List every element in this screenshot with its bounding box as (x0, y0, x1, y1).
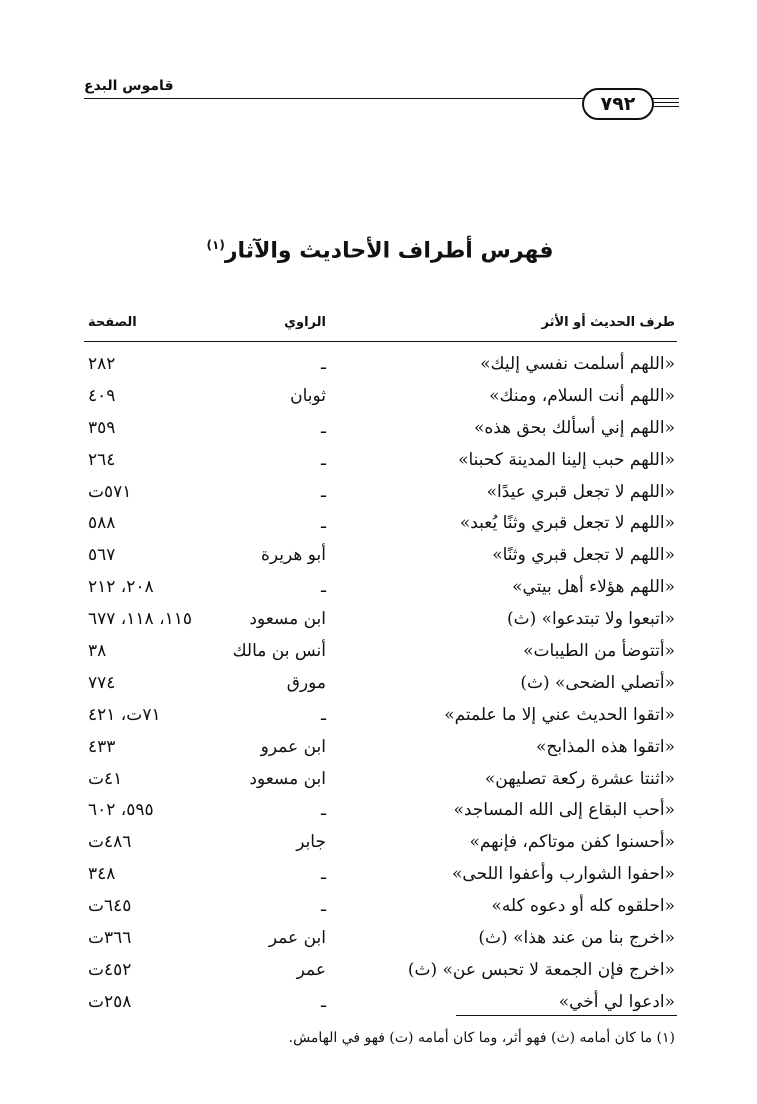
narrator-cell: ـ (321, 513, 326, 534)
hadith-cell: «اللهم حبب إلينا المدينة كحبنا» (458, 449, 675, 470)
narrator-cell: ابن مسعود (249, 609, 326, 630)
page-cell: ٣٨ (88, 641, 107, 662)
hadith-cell: «اتقوا هذه المذابح» (535, 736, 675, 757)
hadith-cell: «اللهم أسلمت نفسي إليك» (480, 354, 675, 374)
hadith-cell: «اللهم هؤلاء أهل بيتي» (512, 577, 675, 598)
table-row (0, 890, 757, 922)
table-row (0, 858, 757, 890)
narrator-cell: ـ (321, 704, 326, 725)
narrator-cell: ـ (321, 896, 326, 917)
narrator-cell: ـ (321, 354, 326, 374)
page-cell: ٤٨٦ت (88, 832, 132, 853)
hadith-cell: «أحب البقاع إلى الله المساجد» (453, 800, 675, 821)
table-row (0, 922, 757, 954)
table-row (0, 476, 757, 508)
narrator-cell: أبو هريرة (260, 545, 326, 566)
page-cell: ٢٨٢ (88, 354, 116, 374)
header-rule-2 (654, 102, 679, 103)
title-footnote-mark: (١) (206, 238, 225, 252)
table-row (0, 954, 757, 986)
table-row (0, 699, 757, 731)
page-cell: ٤١ت (88, 768, 123, 789)
hadith-cell: «أتصلي الضحى» (ث) (520, 672, 675, 693)
hadith-cell: «اثنتا عشرة ركعة تصليهن» (484, 768, 675, 789)
page-cell: ٧٧٤ (88, 672, 116, 693)
page-cell: ٥٩٥، ٦٠٢ (88, 800, 154, 821)
hadith-cell: «اللهم إني أسألك بحق هذه» (473, 417, 675, 438)
table-row (0, 826, 757, 858)
table-row (0, 444, 757, 476)
hadith-cell: «ادعوا لي أخي» (558, 991, 675, 1012)
page-cell: ٥٨٨ (88, 513, 116, 534)
page-cell: ٦٤٥ت (88, 896, 132, 917)
index-table (0, 348, 757, 1018)
table-row (0, 348, 757, 380)
page-cell: ٢٦٤ (88, 449, 116, 470)
page-cell: ٤٥٢ت (88, 959, 132, 980)
table-row (0, 539, 757, 571)
hadith-cell: «اتبعوا ولا تبتدعوا» (ث) (506, 609, 675, 630)
narrator-cell: ابن مسعود (249, 768, 326, 789)
hadith-cell: «اخرج بنا من عند هذا» (ث) (478, 928, 675, 949)
hadith-cell: «اتقوا الحديث عني إلا ما علمتم» (444, 704, 675, 725)
column-header-narrator: الراوي (284, 315, 326, 330)
hadith-cell: «احلقوه كله أو دعوه كله» (491, 896, 675, 917)
page-cell: ٢٠٨، ٢١٢ (88, 577, 154, 598)
table-row (0, 794, 757, 826)
page-number: ٧٩٢ (600, 93, 636, 115)
footnote: (١) ما كان أمامه (ث) فهو أثر، وما كان أمامه (ت) فهو في الهامش. (288, 1030, 675, 1046)
table-row (0, 412, 757, 444)
narrator-cell: ابن عمر (268, 928, 326, 949)
page-cell: ١١٥، ١١٨، ٦٧٧ (88, 609, 192, 630)
hadith-cell: «أتتوضأ من الطيبات» (523, 641, 675, 662)
narrator-cell: أنس بن مالك (232, 641, 326, 662)
hadith-cell: «اللهم لا تجعل قبري عيدًا» (486, 481, 675, 502)
header-rule-3 (654, 106, 679, 107)
narrator-cell: ـ (321, 577, 326, 598)
page-cell: ٤٠٩ (88, 385, 116, 406)
column-header-rule (84, 341, 677, 342)
table-row (0, 380, 757, 412)
table-row (0, 603, 757, 635)
footnote-rule (456, 1015, 677, 1016)
narrator-cell: ـ (321, 417, 326, 438)
column-header-hadith: طرف الحديث أو الأثر (541, 315, 675, 330)
page-cell: ٣٥٩ (88, 417, 116, 438)
table-row (0, 667, 757, 699)
table-row (0, 986, 757, 1018)
narrator-cell: ثوبان (290, 385, 326, 406)
narrator-cell: ـ (321, 864, 326, 885)
narrator-cell: جابر (296, 832, 326, 853)
narrator-cell: ابن عمرو (260, 736, 326, 757)
table-row (0, 507, 757, 539)
page-cell: ٤٣٣ (88, 736, 116, 757)
page-cell: ٣٦٦ت (88, 928, 132, 949)
table-row (0, 731, 757, 763)
hadith-cell: «اللهم أنت السلام، ومنك» (489, 385, 675, 406)
narrator-cell: ـ (321, 800, 326, 821)
narrator-cell: عمر (296, 959, 326, 980)
table-row (0, 763, 757, 795)
page-cell: ٣٤٨ (88, 864, 116, 885)
narrator-cell: ـ (321, 481, 326, 502)
hadith-cell: «احفوا الشوارب وأعفوا اللحى» (452, 864, 675, 885)
running-title: قاموس البدع (84, 78, 174, 94)
hadith-cell: «اللهم لا تجعل قبري وثنًا» (492, 545, 675, 566)
narrator-cell: مورق (286, 672, 326, 693)
page-cell: ٥٧١ت (88, 481, 132, 502)
index-title-text: فهرس أطراف الأحاديث والآثار (224, 238, 554, 264)
narrator-cell: ـ (321, 449, 326, 470)
page-cell: ٧١ت، ٤٢١ (88, 704, 161, 725)
column-header-page: الصفحة (88, 315, 137, 330)
table-row (0, 635, 757, 667)
page-cell: ٢٥٨ت (88, 991, 132, 1012)
index-title (200, 238, 560, 263)
hadith-cell: «اللهم لا تجعل قبري وثنًا يُعبد» (459, 513, 675, 534)
page-number-badge (582, 88, 654, 120)
hadith-cell: «اخرج فإن الجمعة لا تحبس عن» (ث) (407, 959, 675, 980)
page-cell: ٥٦٧ (88, 545, 116, 566)
table-row (0, 571, 757, 603)
hadith-cell: «أحسنوا كفن موتاكم، فإنهم» (469, 832, 675, 853)
narrator-cell: ـ (321, 991, 326, 1012)
